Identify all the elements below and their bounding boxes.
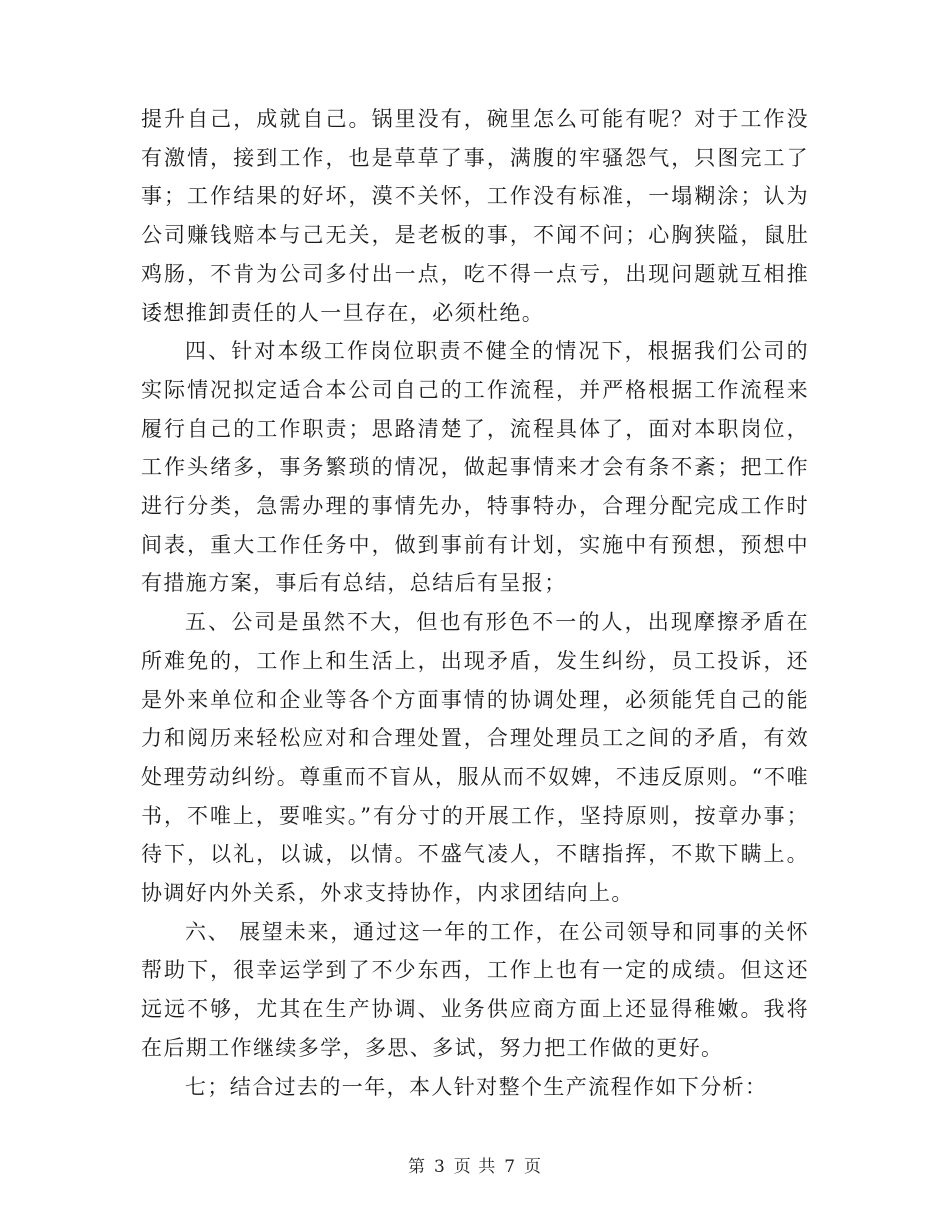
paragraph-section-five: 五、公司是虽然不大，但也有形色不一的人，出现摩擦矛盾在所难免的，工作上和生活上，出现矛盾，发生纠纷，员工投诉，还是外来单位和企业等各个方面事情的协调处理，必须能凭自己的能力和阅历来轻松应对和合理处置，合理处理员工之间的矛盾，有效处理劳动纠纷。尊重而不盲从，服从而不奴婢，不违反原则。“不唯书，不唯上，要唯实。”有分寸的开展工作，坚持原则，按章办事；待下，以礼，以诚，以情。不盛气凌人，不瞎指挥，不欺下瞒上。协调好内外关系，外求支持协作，内求团结向上。 — [141, 610, 809, 906]
paragraph-section-four: 四、针对本级工作岗位职责不健全的情况下，根据我们公司的实际情况拟定适合本公司自己的工作流程，并严格根据工作流程来履行自己的工作职责；思路清楚了，流程具体了，面对本职岗位，工作头绪多，事务繁琐的情况，做起事情来才会有条不紊；把工作进行分类，急需办理的事情先办，特事特办，合理分配完成工作时间表，重大工作任务中，做到事前有计划，实施中有预想，预想中有措施方案，事后有总结，总结后有呈报； — [141, 339, 809, 596]
footer-suffix: 页 — [524, 1157, 543, 1177]
page-footer — [0, 1152, 950, 1177]
document-body — [141, 100, 809, 1106]
footer-prefix: 第 — [407, 1157, 426, 1177]
footer-current-page: 3 — [433, 1157, 446, 1177]
footer-total-pages: 7 — [504, 1157, 517, 1177]
paragraph-section-seven: 七；结合过去的一年，本人针对整个生产流程作如下分析： — [185, 1074, 768, 1099]
paragraph-continuation: 提升自己，成就自己。锅里没有，碗里怎么可能有呢？对于工作没有激情，接到工作，也是草草了事，满腹的牢骚怨气，只图完工了事；工作结果的好坏，漠不关怀，工作没有标准，一塌糊涂；认为公司赚钱赔本与己无关，是老板的事，不闻不问；心胸狭隘，鼠肚鸡肠，不肯为公司多付出一点，吃不得一点亏，出现问题就互相推诿想推卸责任的人一旦存在，必须杜绝。 — [141, 107, 809, 325]
paragraph-section-six: 六、 展望未来，通过这一年的工作，在公司领导和同事的关怀帮助下，很幸运学到了不少东西，工作上也有一定的成绩。但这还远远不够，尤其在生产协调、业务供应商方面上还显得稚嫩。我将在后期工作继续多学，多思、多试，努力把工作做的更好。 — [141, 919, 809, 1060]
footer-mid: 页 共 — [453, 1157, 497, 1177]
